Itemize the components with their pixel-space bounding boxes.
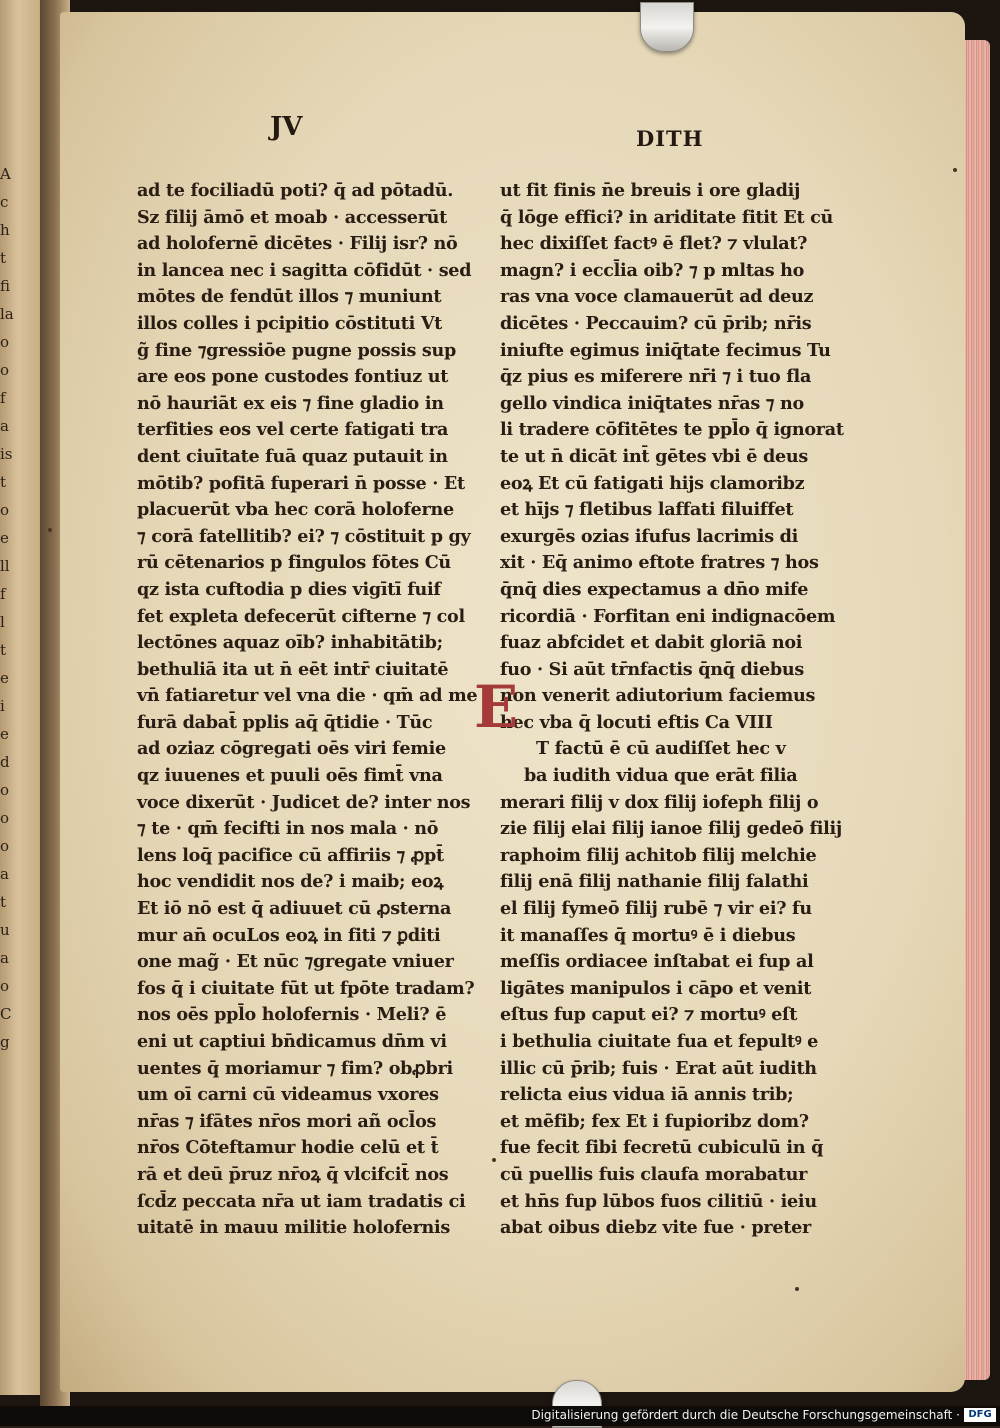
text-line: placuerūt vba hec corā holoferne [137, 499, 454, 521]
text-line: are eos pone custodes fontiuz ut [137, 366, 449, 388]
text-line: filij enā filij nathanie filij falathi [500, 871, 809, 893]
text-line: magn? i eccl̄ia oib? ⁊ p mltas ho [500, 259, 805, 281]
text-line: dicētes · Peccauim? cū p̄rib; nr̄is [500, 312, 812, 334]
text-line: T factū ē cū audiſſet hec v [536, 738, 786, 760]
text-line: uentes q̄ moriamur ⁊ fim? obꝓbri [137, 1057, 453, 1079]
text-line: hec dixiſſet factꝰ ē flet? ⁊ vlulat? [500, 233, 808, 255]
running-header-left: JV [270, 112, 303, 142]
margin-mark [953, 168, 957, 172]
facing-page-letter: la [0, 305, 14, 323]
text-line: hec vba q̄ locuti eftis Ca VIII [500, 711, 773, 733]
facing-page-letter: i [0, 697, 5, 715]
text-line: q̄nq̄ dies expectamus a dn̄o mife [500, 578, 809, 600]
text-line: ricordiā · Forfitan eni indignacōem [500, 605, 836, 627]
text-line: Et iō nō est q̄ adiuuet cū ꝓsterna [137, 898, 452, 920]
text-line: ad te fociliadū poti? q̄ ad pōtadū. [137, 180, 454, 201]
text-line: cū puellis fuis claufa morabatur [500, 1163, 808, 1185]
text-line: ligātes manipulos i cāpo et venit [500, 977, 812, 999]
text-line: zie filij elai filij ianoe filij gedeō filij [500, 818, 842, 840]
text-line: ba iudith vidua que erāt filia [524, 765, 798, 787]
text-line: ras vna voce clamauerūt ad deuz [500, 286, 814, 308]
text-line: nō hauriāt ex eis ⁊ fine gladio in [137, 392, 444, 414]
text-line: lectōnes aquaz oīb? inhabitātib; [137, 632, 443, 654]
text-line: raphoim filij achitob filij melchie [500, 844, 817, 866]
facing-page-letter: f [0, 585, 6, 603]
text-line: illos colles i pcipitio cōstituti Vt [137, 312, 443, 334]
facing-page-letter: e [0, 669, 9, 687]
text-line: mur an̄ ocuLos eoꝝ in fiti ⁊ ꝑditi [137, 924, 441, 946]
facing-page-text [0, 160, 14, 1056]
facing-page-letter: t [0, 249, 7, 267]
text-line: terfities eos vel certe fatigati tra [137, 419, 449, 441]
text-line: mōtib? pofitā fuperari n̄ posse · Et [137, 472, 465, 494]
text-line: fue fecit fibi fecretū cubiculū in q̄ [500, 1137, 824, 1159]
text-line: xit · Eq̄ animo eftote fratres ⁊ hos [500, 552, 819, 574]
facing-page-letter: a [0, 949, 9, 967]
facing-page-letter: e [0, 529, 9, 547]
text-line: relicta eius vidua iā annis trib; [500, 1084, 794, 1106]
text-line: g̃ fine ⁊gressiōe pugne possis sup [137, 339, 457, 361]
facing-page-letter: h [0, 221, 10, 239]
text-line: eſtus fup caput ei? ⁊ mortuꝰ eſt [500, 1004, 798, 1026]
text-line: rā et deū p̄ruz nr̄oꝝ q̄ vlcifcit̄ nos [137, 1163, 449, 1185]
text-line: fuaz abfcidet et dabit gloriā noi [500, 632, 803, 654]
text-line: iniufte egimus iniq̄tate fecimus Tu [500, 339, 831, 361]
text-line: uitatē in mauu militie holofernis [137, 1217, 451, 1239]
text-line: te ut n̄ dicāt int̄ gētes vbi ē deus [500, 445, 808, 467]
facing-page-letter: u [0, 921, 10, 939]
text-line: q̄ lōge effici? in ariditate fitit Et cū [500, 206, 834, 228]
facing-page-letter: c [0, 193, 9, 211]
page-edges [962, 40, 990, 1380]
text-line: rū cētenarios p fingulos fōtes Cū [137, 552, 451, 574]
facing-page-letter: t [0, 473, 7, 491]
facing-page-letter: a [0, 417, 9, 435]
text-line: et hn̄s fup lūbos fuos cilitiū · ieiu [500, 1190, 817, 1212]
text-line: dent ciuītate fuā quaz putauit in [137, 445, 448, 467]
facing-page-letter: C [0, 1005, 12, 1023]
text-column-right [500, 178, 844, 1242]
text-line: nr̄as ⁊ ifātes nr̄os mori añ ocl̄os [137, 1110, 437, 1132]
text-column-left [137, 178, 478, 1242]
margin-mark [48, 528, 52, 532]
page-clip-top [640, 2, 694, 52]
text-line: ad oziaz cōgregati oēs viri femie [137, 738, 446, 760]
margin-mark [795, 1287, 799, 1291]
text-line: qz ista cuftodia p dies vigītī fuif [137, 578, 441, 600]
text-line: qz iuuenes et puuli oēs fimt̄ vna [137, 765, 443, 787]
facing-page-letter: is [0, 445, 13, 463]
facing-page-letter: A [0, 165, 11, 183]
text-line: illic cū p̄rib; fuis · Erat aūt iudith [500, 1057, 817, 1079]
facing-page-letter: o [0, 781, 10, 799]
text-line: eoꝝ Et cū fatigati hijs clamoribz [500, 472, 805, 494]
text-line: merari filij v dox filij iofeph filij o [500, 791, 819, 813]
text-line: meſſis ordiacee inſtabat ei fup al [500, 951, 814, 973]
text-line: voce dixerūt · Judicet de? inter nos [137, 791, 471, 813]
text-line: q̄z pius es miferere nr̄i ⁊ i tuo fla [500, 366, 812, 388]
text-line: um oī carni cū videamus vxores [137, 1084, 439, 1106]
facing-page-letter: l [0, 613, 5, 631]
text-line: fet expleta defecerūt cifterne ⁊ col [137, 605, 465, 627]
text-line: furā dabat̄ pplis aq̄ q̄tidie · Tūc [137, 711, 433, 733]
facing-page-letter: ll [0, 557, 10, 575]
facing-page-letter: fi [0, 277, 11, 295]
text-line: ut fit finis n̄e breuis i ore gladij [500, 180, 801, 201]
facing-page-letter: o [0, 333, 10, 351]
text-line: el filij fymeō filij rubē ⁊ vir ei? fu [500, 898, 812, 920]
footer-credit: Digitalisierung gefördert durch die Deutsche Forschungsgemeinschaft · [531, 1408, 960, 1422]
text-line: fos q̄ i ciuitate fūt ut fpōte tradam? [137, 977, 475, 999]
dfg-logo: DFG [964, 1408, 996, 1422]
text-line: eni ut captiui bn̄dicamus dn̄m vi [137, 1031, 447, 1052]
text-line: bethuliā ita ut n̄ eēt intr̄ ciuitatē [137, 658, 449, 680]
facing-page-letter: o [0, 977, 10, 995]
text-line: i bethulia ciuitate fua et fepultꝰ e [500, 1031, 818, 1052]
facing-page-letter: o [0, 501, 10, 519]
rubricated-initial: E [474, 673, 519, 741]
text-line: lens loq̄ pacifice cū affiriis ⁊ ꝓpt̄ [137, 844, 444, 866]
text-line: li tradere cōfitētes te ppl̄o q̄ ignorat [500, 419, 844, 441]
text-line: in lancea nec i sagitta cōfidūt · sed [137, 259, 472, 281]
facing-page-letter: e [0, 725, 9, 743]
facing-page-letter: o [0, 361, 10, 379]
text-line: abat oibus diebz vite fue · preter [500, 1217, 811, 1239]
text-line: et mēfib; fex Et i fupioribz dom? [500, 1110, 809, 1132]
facing-page-letter: o [0, 837, 10, 855]
facing-page-letter: f [0, 389, 6, 407]
text-line: mōtes de fendūt illos ⁊ muniunt [137, 286, 442, 308]
text-line: fuo · Si aūt tr̄nfactis q̄nq̄ diebus [500, 658, 804, 680]
text-line: vn̄ fatiaretur vel vna die · qm̄ ad me [137, 685, 478, 707]
facing-page-letter: t [0, 641, 7, 659]
running-header-right: DITH [636, 126, 704, 151]
facing-page-letter: o [0, 809, 10, 827]
margin-mark [492, 1158, 496, 1162]
facing-page-letter: t [0, 893, 7, 911]
text-line: Sz filij āmō et moab · accesserūt [137, 206, 447, 228]
text-line: ⁊ te · qm̄ fecifti in nos mala · nō [137, 818, 439, 840]
facing-page-letter: g [0, 1033, 10, 1051]
text-line: non venerit adiutorium faciemus [500, 685, 816, 707]
text-line: it manaſſes q̄ mortuꝰ ē i diebus [500, 924, 796, 946]
text-line: one mag̃ · Et nūc ⁊gregate vniuer [137, 951, 454, 973]
text-line: nr̄os Cōteftamur hodie celū et t̄ [137, 1137, 439, 1159]
text-line: exurgēs ozias ifufus lacrimis di [500, 525, 799, 547]
facing-page-letter: a [0, 865, 9, 883]
text-line: ⁊ corā fatellitib? ei? ⁊ cōstituit p gy [137, 525, 471, 547]
text-line: ad holofernē dicētes · Filij isr? nō [137, 233, 458, 255]
text-line: et hījs ⁊ fletibus laffati filuiffet [500, 499, 794, 521]
text-line: hoc vendidit nos de? i maib; eoꝝ [137, 871, 444, 893]
facing-page-letter: d [0, 753, 10, 771]
text-line: ſcd̄z peccata nr̄a ut iam tradatis ci [137, 1190, 466, 1212]
footer-bar [0, 1406, 1000, 1426]
text-line: nos oēs ppl̄o holofernis · Meli? ē [137, 1004, 447, 1026]
text-line: gello vindica iniq̄tates nr̄as ⁊ no [500, 392, 804, 414]
